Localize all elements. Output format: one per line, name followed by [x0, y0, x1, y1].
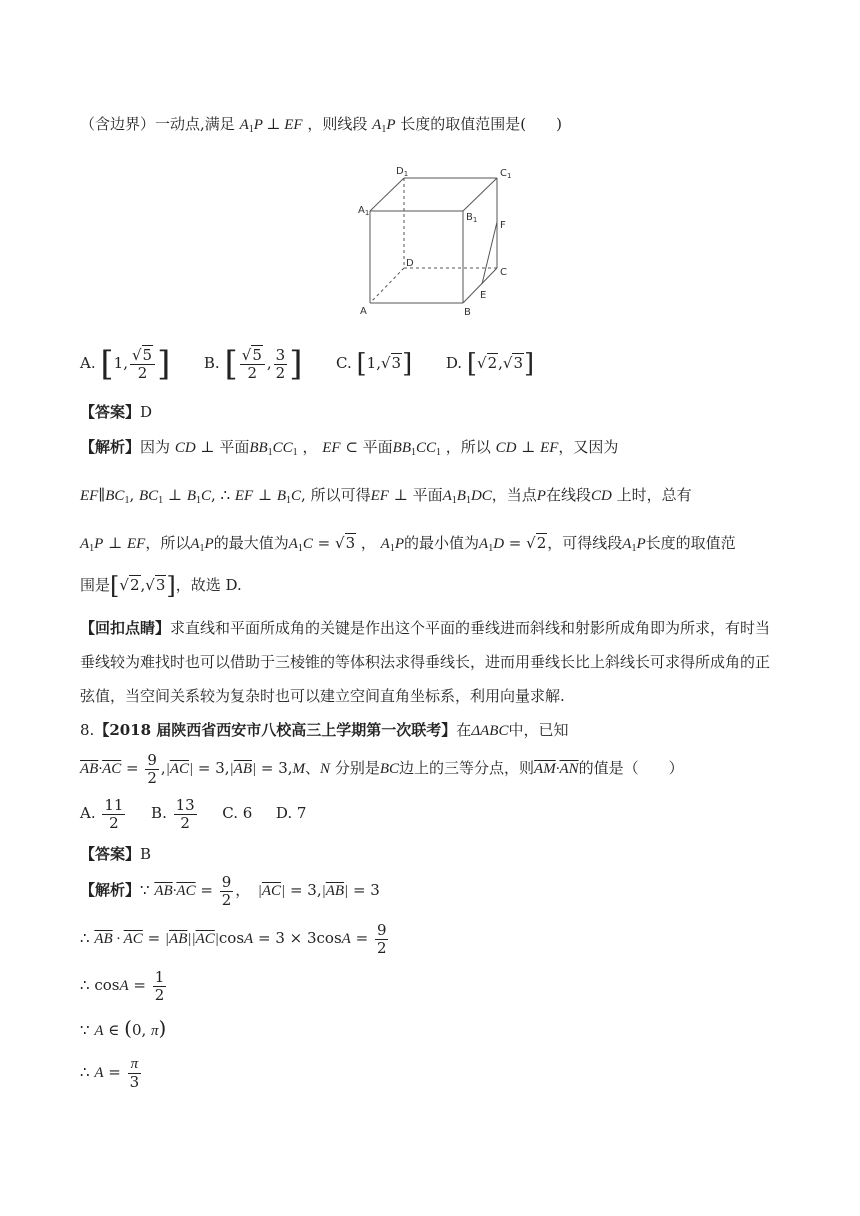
q8-option-b: B. [151, 804, 167, 822]
analysis-label: 【解析】 [80, 438, 141, 456]
q8-options: A. $\frac{11}{2}$ B. $\frac{13}{2}$ C. 6 D. 7 [80, 795, 307, 832]
label-D: D [406, 258, 414, 269]
q8-analysis-line3: ∴ cosA = $\frac{1}{2}$ [80, 967, 165, 1004]
label-C1: $C_1$ [500, 168, 512, 180]
q8-option-a: A. [80, 804, 96, 822]
q7-options: A. [1, $\frac{√5}{2}$ ] B. [ $\frac{√5}{2}$ , $\frac{3}{2}$ ] C. [1,√3] D. [√2,√3] [80, 344, 535, 384]
stem-text: （含边界）一动点,满足 [80, 115, 235, 133]
stem-text-3: 长度的取值范围是( ) [400, 115, 562, 133]
q7-analysis-line1: 【解析】因为 CD ⊥ 平面$BB_1CC_1$ ， EF ⊂ 平面$BB_1CC_1$ ，所以 CD ⊥ EF，又因为 [80, 438, 619, 458]
label-A1: $A_1$ [358, 205, 370, 217]
q8-number: 8. [80, 721, 95, 739]
q8-condition: $\overline{AB}\cdot\overline{AC}$ = $\frac{9}{2}$ $,|\overline{AC}| = 3,|\overline{AB}| = 3,M$、N 分别是BC边上的三等分点，则$\overline{AM}\cdot\overline{AN}$的值是（ ） [80, 750, 684, 787]
q8-option-d: D. 7 [275, 804, 307, 822]
answer-value: D [140, 403, 153, 421]
q8-answer-value: B [140, 845, 152, 863]
option-d-label: D. [445, 354, 463, 372]
q8-analysis-line2: ∴ $\overline{AB} \cdot \overline{AC} = |\overline{AB}||\overline{AC}|\cos A = 3 \times 3\cos A$ = $\frac{9}{2}$ [80, 920, 387, 957]
reflect-label: 【回扣点睛】 [80, 619, 171, 637]
option-b-label: B. [203, 354, 220, 372]
option-c-label: C. [336, 354, 352, 372]
label-B1: $B_1$ [466, 212, 478, 224]
cube-figure [340, 158, 530, 318]
label-D1: $D_1$ [396, 166, 409, 178]
q8-analysis-label: 【解析】 [80, 881, 141, 899]
q7-analysis-line4: 围是[√2,√3]，故选 D. [80, 572, 242, 600]
label-B: B [464, 307, 471, 318]
label-C: C [500, 267, 507, 278]
q8-analysis-line1: 【解析】∵ $\overline{AB}\cdot\overline{AC}$ = $\frac{9}{2}$ ， $|\overline{AC}| = 3,|\overline{AB}| = 3$ [80, 872, 380, 909]
answer-label: 【答案】 [80, 403, 141, 421]
q8-header: 8.【2018 届陕西省西安市八校高三上学期第一次联考】在ΔABC中，已知 [80, 721, 569, 739]
option-a-label: A. [80, 354, 96, 372]
q7-reflect-line1: 【回扣点睛】求直线和平面所成角的关键是作出这个平面的垂线进而斜线和射影所成角即为所求，有时当 [80, 619, 771, 637]
q7-analysis-line2: $EF\parallel BC_1$, $BC_1$ ⊥ $B_1C$, ∴ EF ⊥ $B_1C$, 所以可得EF ⊥ 平面$A_1B_1DC$，当点P在线段CD 上时，总有 [80, 486, 692, 506]
q7-reflect-line3: 弦值，当空间关系较为复杂时也可以建立空间直角坐标系，利用向量求解. [80, 687, 565, 705]
q8-source: 【2018 届陕西省西安市八校高三上学期第一次联考】 [94, 721, 457, 739]
q8-analysis-line5: ∴ A = $\frac{\pi}{3}$ [80, 1055, 140, 1091]
q8-analysis-line4: ∵ A ∈ (0, π) [80, 1016, 167, 1040]
q8-answer [80, 843, 151, 865]
stem-text-2: ，则线段 [307, 115, 368, 133]
label-E: E [480, 290, 487, 301]
q7-analysis-line3: $A_1P$ ⊥ EF，所以$A_1P$的最大值为$A_1C = √3$ ， $A_1P$的最小值为$A_1D = √2$，可得线段$A_1P$长度的取值范 [80, 534, 736, 554]
q7-answer [80, 401, 152, 423]
q8-answer-label: 【答案】 [80, 845, 141, 863]
q7-reflect-line2: 垂线较为难找时也可以借助于三棱锥的等体积法求得垂线长，进而用垂线长比上斜线长可求得所成角的正 [80, 653, 771, 671]
q8-option-c: C. 6 [222, 804, 253, 822]
label-A: A [360, 306, 367, 317]
q7-stem: （含边界）一动点,满足 $A_1P$ ⊥ EF ，则线段 $A_1P$ 长度的取值范围是( ) [80, 115, 562, 135]
label-F: F [500, 220, 506, 231]
